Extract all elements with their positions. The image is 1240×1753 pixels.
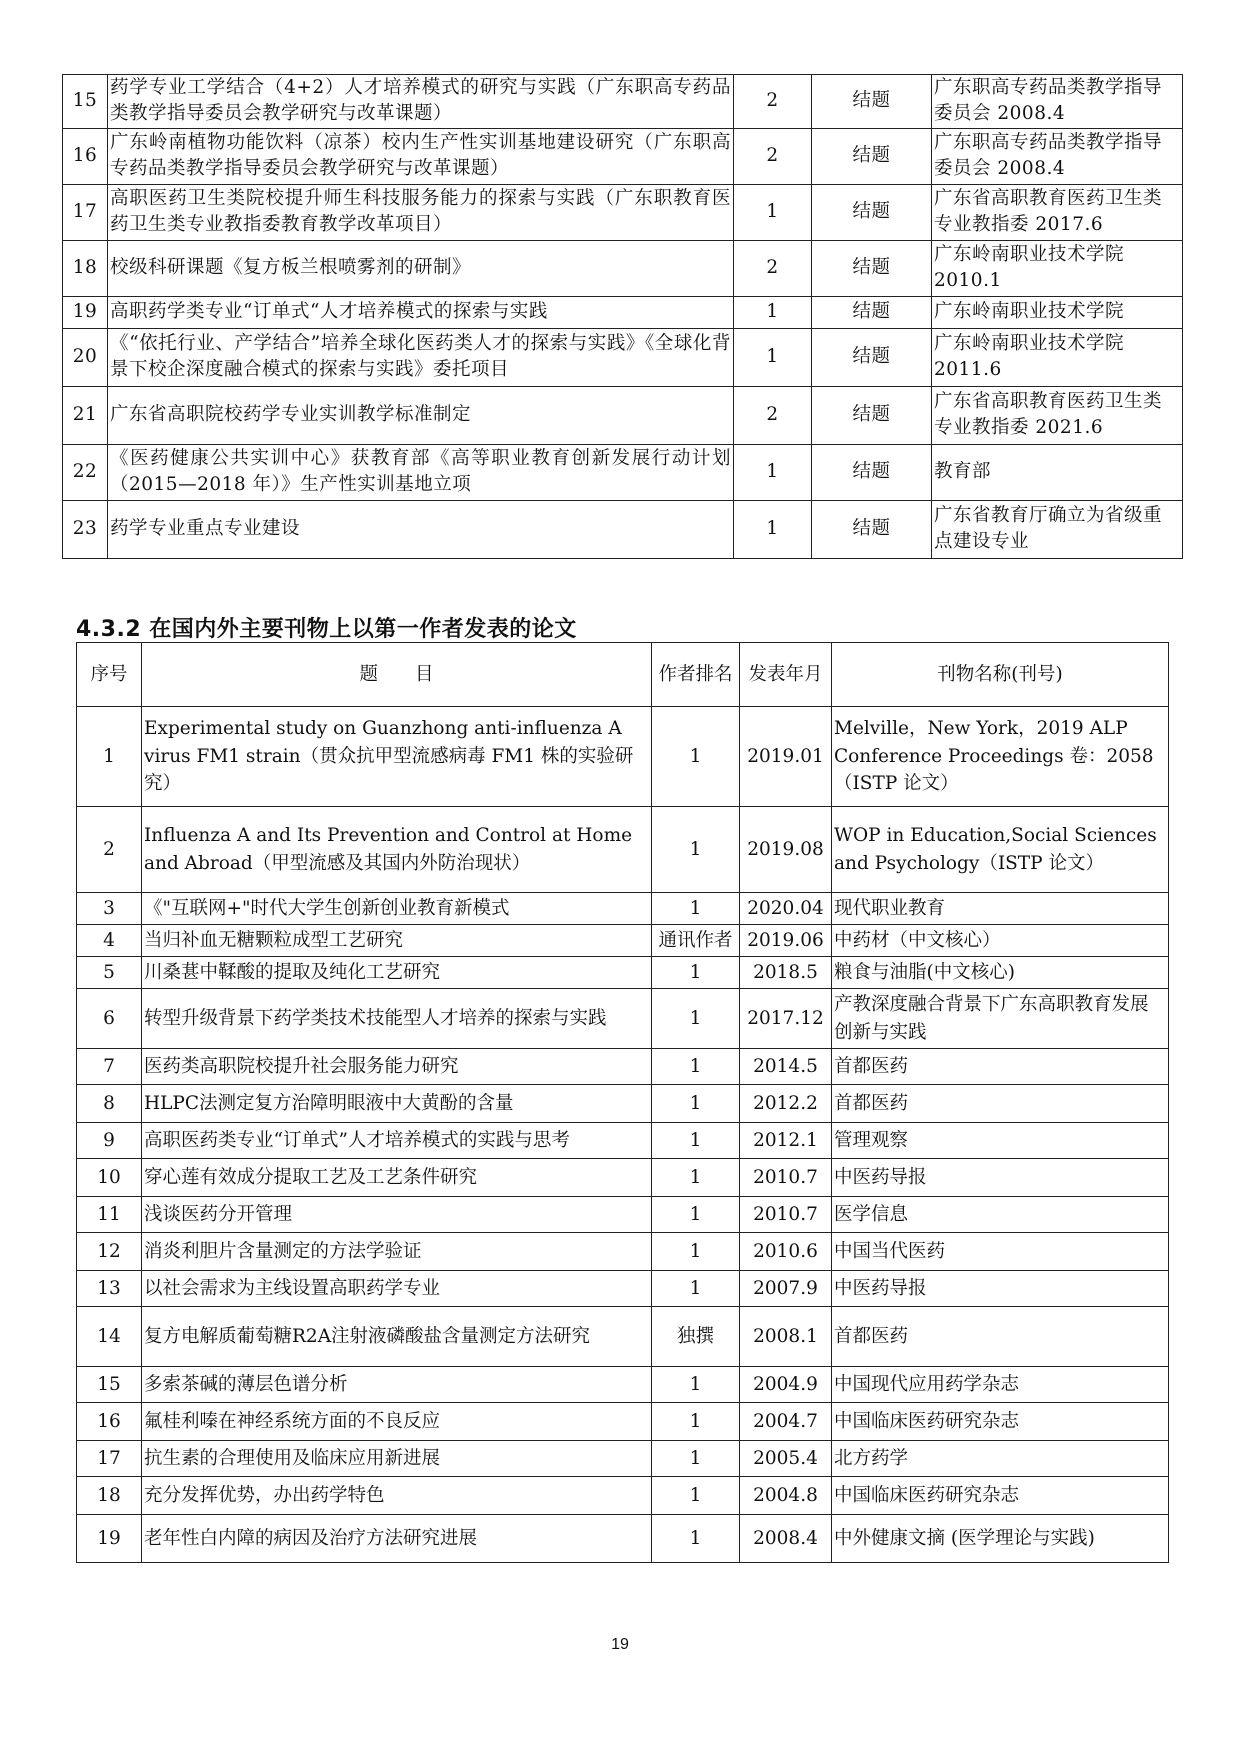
paper-date: 2005.4 bbox=[740, 1441, 832, 1477]
projects-table bbox=[62, 74, 1183, 559]
paper-journal: 中医药导报 bbox=[832, 1159, 1169, 1197]
project-title: 高职药学类专业“订单式“人才培养模式的探索与实践 bbox=[108, 296, 734, 328]
paper-title: 抗生素的合理使用及临床应用新进展 bbox=[142, 1441, 652, 1477]
table-row bbox=[77, 957, 1169, 989]
paper-date: 2020.04 bbox=[740, 893, 832, 925]
table-row bbox=[77, 1403, 1169, 1441]
project-source: 广东职高专药品类教学指导委员会 2008.4 bbox=[932, 128, 1183, 184]
paper-date: 2019.08 bbox=[740, 807, 832, 893]
paper-no: 17 bbox=[77, 1441, 142, 1477]
project-rank: 1 bbox=[734, 444, 812, 500]
table-row bbox=[63, 386, 1183, 444]
table-row bbox=[77, 1159, 1169, 1197]
paper-no: 3 bbox=[77, 893, 142, 925]
paper-no: 19 bbox=[77, 1515, 142, 1563]
project-status: 结题 bbox=[812, 500, 932, 558]
table-row bbox=[63, 184, 1183, 240]
paper-rank: 1 bbox=[652, 1123, 740, 1159]
project-no: 17 bbox=[63, 184, 108, 240]
header-date: 发表年月 bbox=[740, 643, 832, 707]
paper-rank: 1 bbox=[652, 1085, 740, 1123]
project-source: 广东职高专药品类教学指导委员会 2008.4 bbox=[932, 75, 1183, 129]
paper-rank: 1 bbox=[652, 893, 740, 925]
table-row bbox=[63, 328, 1183, 386]
paper-rank: 通讯作者 bbox=[652, 925, 740, 957]
table-row bbox=[63, 500, 1183, 558]
table-row bbox=[77, 707, 1169, 807]
paper-journal: 管理观察 bbox=[832, 1123, 1169, 1159]
paper-rank: 1 bbox=[652, 1403, 740, 1441]
paper-rank: 1 bbox=[652, 1271, 740, 1307]
paper-rank: 1 bbox=[652, 957, 740, 989]
table-row bbox=[63, 128, 1183, 184]
paper-rank: 1 bbox=[652, 707, 740, 807]
paper-no: 13 bbox=[77, 1271, 142, 1307]
project-rank: 1 bbox=[734, 328, 812, 386]
paper-rank: 1 bbox=[652, 1049, 740, 1085]
paper-title: 川桑葚中鞣酸的提取及纯化工艺研究 bbox=[142, 957, 652, 989]
paper-journal: 中国当代医药 bbox=[832, 1233, 1169, 1271]
paper-title: Experimental study on Guanzhong anti-influenza A virus FM1 strain（贯众抗甲型流感病毒 FM1 株的实验研究） bbox=[142, 707, 652, 807]
table-header-row bbox=[77, 643, 1169, 707]
paper-rank: 1 bbox=[652, 1233, 740, 1271]
table-row bbox=[77, 989, 1169, 1049]
paper-rank: 1 bbox=[652, 989, 740, 1049]
paper-journal: 中国临床医药研究杂志 bbox=[832, 1477, 1169, 1515]
project-rank: 2 bbox=[734, 386, 812, 444]
paper-date: 2008.1 bbox=[740, 1307, 832, 1367]
paper-journal: 中医药导报 bbox=[832, 1271, 1169, 1307]
table-row bbox=[63, 240, 1183, 296]
paper-no: 18 bbox=[77, 1477, 142, 1515]
table-row bbox=[77, 807, 1169, 893]
paper-date: 2019.01 bbox=[740, 707, 832, 807]
table-row bbox=[63, 296, 1183, 328]
project-status: 结题 bbox=[812, 128, 932, 184]
paper-title: HLPC法测定复方治障明眼液中大黄酚的含量 bbox=[142, 1085, 652, 1123]
table-row bbox=[77, 1233, 1169, 1271]
paper-date: 2010.6 bbox=[740, 1233, 832, 1271]
paper-title: 充分发挥优势，办出药学特色 bbox=[142, 1477, 652, 1515]
paper-title: 以社会需求为主线设置高职药学专业 bbox=[142, 1271, 652, 1307]
paper-no: 8 bbox=[77, 1085, 142, 1123]
paper-journal: 产教深度融合背景下广东高职教育发展创新与实践 bbox=[832, 989, 1169, 1049]
paper-date: 2017.12 bbox=[740, 989, 832, 1049]
paper-no: 12 bbox=[77, 1233, 142, 1271]
paper-date: 2014.5 bbox=[740, 1049, 832, 1085]
paper-journal: 中国现代应用药学杂志 bbox=[832, 1367, 1169, 1403]
paper-title: 浅谈医药分开管理 bbox=[142, 1197, 652, 1233]
header-author-rank: 作者排名 bbox=[652, 643, 740, 707]
project-rank: 1 bbox=[734, 184, 812, 240]
paper-title: 当归补血无糖颗粒成型工艺研究 bbox=[142, 925, 652, 957]
paper-rank: 1 bbox=[652, 1197, 740, 1233]
paper-no: 4 bbox=[77, 925, 142, 957]
table-row bbox=[77, 1049, 1169, 1085]
project-title: 校级科研课题《复方板兰根喷雾剂的研制》 bbox=[108, 240, 734, 296]
project-no: 18 bbox=[63, 240, 108, 296]
table-row bbox=[77, 1197, 1169, 1233]
header-no: 序号 bbox=[77, 643, 142, 707]
paper-journal: Melville，New York，2019 ALP Conference Proceedings 卷：2058 （ISTP 论文） bbox=[832, 707, 1169, 807]
project-no: 15 bbox=[63, 75, 108, 129]
project-title: 药学专业重点专业建设 bbox=[108, 500, 734, 558]
paper-rank: 1 bbox=[652, 1159, 740, 1197]
paper-no: 9 bbox=[77, 1123, 142, 1159]
paper-journal: 粮食与油脂(中文核心) bbox=[832, 957, 1169, 989]
paper-journal: 首都医药 bbox=[832, 1049, 1169, 1085]
project-status: 结题 bbox=[812, 444, 932, 500]
paper-no: 15 bbox=[77, 1367, 142, 1403]
paper-no: 10 bbox=[77, 1159, 142, 1197]
paper-date: 2008.4 bbox=[740, 1515, 832, 1563]
project-status: 结题 bbox=[812, 184, 932, 240]
paper-no: 11 bbox=[77, 1197, 142, 1233]
header-title: 题 目 bbox=[142, 643, 652, 707]
paper-date: 2004.7 bbox=[740, 1403, 832, 1441]
project-source: 广东岭南职业技术学院 2011.6 bbox=[932, 328, 1183, 386]
paper-date: 2012.1 bbox=[740, 1123, 832, 1159]
project-status: 结题 bbox=[812, 328, 932, 386]
page-number: 19 bbox=[611, 1636, 629, 1653]
paper-rank: 独撰 bbox=[652, 1307, 740, 1367]
project-status: 结题 bbox=[812, 386, 932, 444]
project-title: 《“依托行业、产学结合”培养全球化医药类人才的探索与实践》《全球化背景下校企深度融合模式的探索与实践》委托项目 bbox=[108, 328, 734, 386]
project-title: 药学专业工学结合（4+2）人才培养模式的研究与实践（广东职高专药品类教学指导委员会教学研究与改革课题） bbox=[108, 75, 734, 129]
project-no: 16 bbox=[63, 128, 108, 184]
project-source: 广东省教育厅确立为省级重点建设专业 bbox=[932, 500, 1183, 558]
paper-date: 2004.8 bbox=[740, 1477, 832, 1515]
project-source: 广东岭南职业技术学院 2010.1 bbox=[932, 240, 1183, 296]
project-title: 《医药健康公共实训中心》获教育部《高等职业教育创新发展行动计划（2015—2018 年）》生产性实训基地立项 bbox=[108, 444, 734, 500]
project-title: 广东岭南植物功能饮料（凉茶）校内生产性实训基地建设研究（广东职高专药品类教学指导委员会教学研究与改革课题） bbox=[108, 128, 734, 184]
project-status: 结题 bbox=[812, 296, 932, 328]
paper-title: 复方电解质葡萄糖R2A注射液磷酸盐含量测定方法研究 bbox=[142, 1307, 652, 1367]
project-rank: 1 bbox=[734, 296, 812, 328]
paper-journal: 中外健康文摘 (医学理论与实践) bbox=[832, 1515, 1169, 1563]
paper-date: 2019.06 bbox=[740, 925, 832, 957]
project-rank: 2 bbox=[734, 75, 812, 129]
table-row bbox=[77, 925, 1169, 957]
paper-no: 1 bbox=[77, 707, 142, 807]
paper-no: 2 bbox=[77, 807, 142, 893]
paper-title: 转型升级背景下药学类技术技能型人才培养的探索与实践 bbox=[142, 989, 652, 1049]
paper-title: 穿心莲有效成分提取工艺及工艺条件研究 bbox=[142, 1159, 652, 1197]
paper-date: 2007.9 bbox=[740, 1271, 832, 1307]
project-rank: 1 bbox=[734, 500, 812, 558]
paper-rank: 1 bbox=[652, 1367, 740, 1403]
paper-rank: 1 bbox=[652, 807, 740, 893]
paper-title: 高职医药类专业“订单式”人才培养模式的实践与思考 bbox=[142, 1123, 652, 1159]
project-rank: 2 bbox=[734, 128, 812, 184]
paper-rank: 1 bbox=[652, 1515, 740, 1563]
table-row bbox=[63, 75, 1183, 129]
table-row bbox=[77, 1307, 1169, 1367]
table-row bbox=[77, 1085, 1169, 1123]
papers-table bbox=[76, 642, 1169, 1563]
header-journal: 刊物名称(刊号) bbox=[832, 643, 1169, 707]
table-row bbox=[77, 1123, 1169, 1159]
project-rank: 2 bbox=[734, 240, 812, 296]
project-source: 广东省高职教育医药卫生类专业教指委 2017.6 bbox=[932, 184, 1183, 240]
table-row bbox=[77, 1515, 1169, 1563]
paper-journal: 中国临床医药研究杂志 bbox=[832, 1403, 1169, 1441]
paper-journal: 中药材（中文核心） bbox=[832, 925, 1169, 957]
paper-journal: 首都医药 bbox=[832, 1307, 1169, 1367]
project-status: 结题 bbox=[812, 75, 932, 129]
table-row bbox=[77, 1367, 1169, 1403]
paper-date: 2004.9 bbox=[740, 1367, 832, 1403]
paper-title: 氟桂利嗪在神经系统方面的不良反应 bbox=[142, 1403, 652, 1441]
paper-date: 2010.7 bbox=[740, 1159, 832, 1197]
paper-date: 2018.5 bbox=[740, 957, 832, 989]
paper-journal: WOP in Education,Social Sciences and Psychology（ISTP 论文） bbox=[832, 807, 1169, 893]
project-no: 19 bbox=[63, 296, 108, 328]
project-title: 广东省高职院校药学专业实训教学标准制定 bbox=[108, 386, 734, 444]
section-heading: 4.3.2 在国内外主要刊物上以第一作者发表的论文 bbox=[76, 617, 577, 642]
paper-journal: 医学信息 bbox=[832, 1197, 1169, 1233]
project-status: 结题 bbox=[812, 240, 932, 296]
table-row bbox=[77, 893, 1169, 925]
paper-no: 5 bbox=[77, 957, 142, 989]
paper-no: 7 bbox=[77, 1049, 142, 1085]
paper-title: 老年性白内障的病因及治疗方法研究进展 bbox=[142, 1515, 652, 1563]
paper-title: 多索茶碱的薄层色谱分析 bbox=[142, 1367, 652, 1403]
paper-rank: 1 bbox=[652, 1477, 740, 1515]
project-no: 23 bbox=[63, 500, 108, 558]
paper-no: 14 bbox=[77, 1307, 142, 1367]
paper-journal: 现代职业教育 bbox=[832, 893, 1169, 925]
paper-journal: 首都医药 bbox=[832, 1085, 1169, 1123]
project-source: 广东省高职教育医药卫生类专业教指委 2021.6 bbox=[932, 386, 1183, 444]
table-row bbox=[77, 1441, 1169, 1477]
project-no: 20 bbox=[63, 328, 108, 386]
paper-title: 《"互联网+"时代大学生创新创业教育新模式 bbox=[142, 893, 652, 925]
paper-title: 医药类高职院校提升社会服务能力研究 bbox=[142, 1049, 652, 1085]
project-source: 广东岭南职业技术学院 bbox=[932, 296, 1183, 328]
paper-date: 2010.7 bbox=[740, 1197, 832, 1233]
table-row bbox=[77, 1477, 1169, 1515]
paper-no: 16 bbox=[77, 1403, 142, 1441]
paper-title: 消炎利胆片含量测定的方法学验证 bbox=[142, 1233, 652, 1271]
project-source: 教育部 bbox=[932, 444, 1183, 500]
project-no: 22 bbox=[63, 444, 108, 500]
project-no: 21 bbox=[63, 386, 108, 444]
table-row bbox=[63, 444, 1183, 500]
paper-rank: 1 bbox=[652, 1441, 740, 1477]
paper-date: 2012.2 bbox=[740, 1085, 832, 1123]
project-title: 高职医药卫生类院校提升师生科技服务能力的探索与实践（广东职教育医药卫生类专业教指委教育教学改革项目） bbox=[108, 184, 734, 240]
paper-journal: 北方药学 bbox=[832, 1441, 1169, 1477]
paper-title: Influenza A and Its Prevention and Control at Home and Abroad（甲型流感及其国内外防治现状） bbox=[142, 807, 652, 893]
paper-no: 6 bbox=[77, 989, 142, 1049]
table-row bbox=[77, 1271, 1169, 1307]
